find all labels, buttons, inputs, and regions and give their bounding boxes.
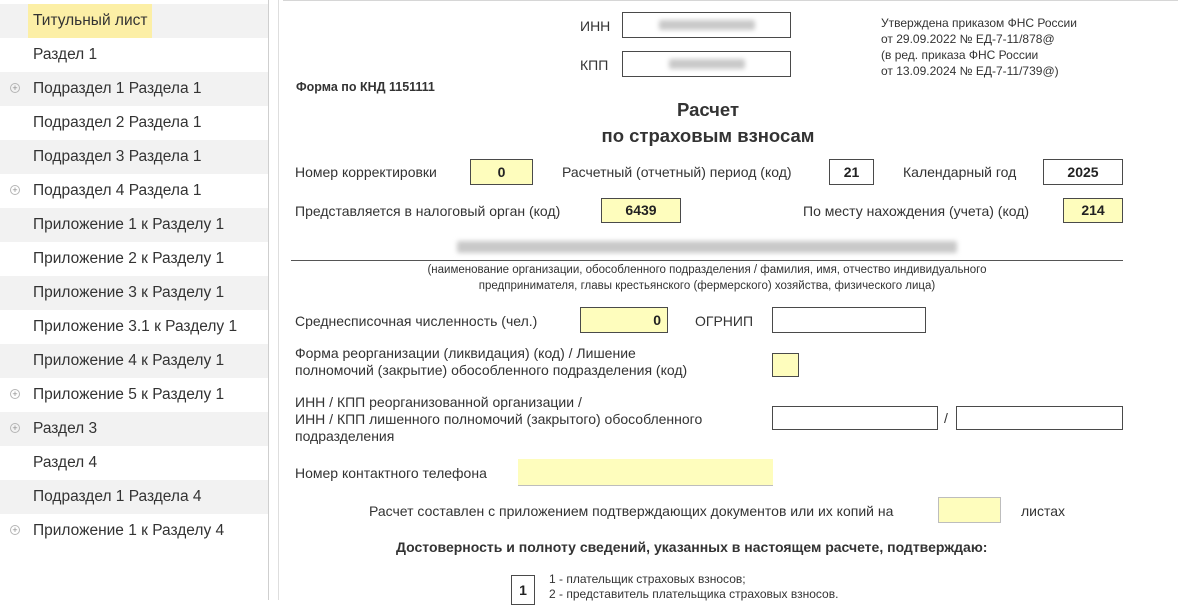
sidebar-splitter[interactable] (278, 0, 279, 600)
sidebar-item-label: Подраздел 1 Раздела 1 (33, 80, 202, 97)
sidebar-item-label: Приложение 4 к Разделу 1 (33, 352, 225, 369)
reorg-slash: / (944, 410, 948, 426)
approval-note (881, 15, 1077, 79)
location-label: По месту нахождения (учета) (код) (803, 203, 1030, 219)
sidebar-item-label: Подраздел 4 Раздела 1 (33, 182, 202, 199)
inn-redacted (659, 20, 755, 30)
sidebar-item-label: Приложение 2 к Разделу 1 (33, 250, 225, 267)
approval-line2: от 29.09.2022 № ЕД-7-11/878@ (881, 32, 1055, 46)
approval-line3: (в ред. приказа ФНС России (881, 48, 1039, 62)
sidebar-item[interactable] (0, 174, 268, 208)
sidebar-item-label: Приложение 5 к Разделу 1 (33, 386, 225, 403)
reorg-inn-label (295, 394, 702, 445)
reorg-label-line1: Форма реорганизации (ликвидация) (код) / Лишение (295, 345, 636, 361)
reorg-inn-line1: ИНН / КПП реорганизованной организации / (295, 394, 582, 410)
sidebar-item-label: Подраздел 3 Раздела 1 (33, 148, 202, 165)
period-label: Расчетный (отчетный) период (код) (562, 164, 792, 180)
tax-authority-field[interactable]: 6439 (601, 198, 681, 223)
correction-field[interactable]: 0 (470, 159, 533, 185)
reorg-inn-field[interactable] (772, 406, 938, 430)
org-caption-line1: (наименование организации, обособленного подразделения / фамилия, имя, отчество индивидуального (427, 264, 987, 276)
sidebar-divider (268, 0, 269, 600)
confirm-heading: Достоверность и полноту сведений, указанных в настоящем расчете, подтверждаю: (396, 539, 988, 555)
inn-field[interactable] (622, 12, 791, 38)
correction-label: Номер корректировки (295, 164, 437, 180)
sidebar-item-label: Подраздел 1 Раздела 4 (33, 488, 202, 505)
sidebar-item[interactable] (0, 276, 268, 310)
org-name-redacted (457, 241, 957, 253)
expand-icon[interactable]: + (10, 525, 20, 535)
sidebar-item-label: Титульный лист (28, 4, 152, 38)
sidebar-item[interactable] (0, 140, 268, 174)
sidebar-item[interactable] (0, 4, 268, 38)
headcount-label: Среднесписочная численность (чел.) (295, 313, 538, 329)
signer-option2: 2 - представитель плательщика страховых взносов. (549, 587, 839, 601)
sidebar-item[interactable] (0, 344, 268, 378)
sidebar-item-label: Раздел 3 (33, 420, 98, 437)
attachments-label: Расчет составлен с приложением подтверждающих документов или их копий на (369, 503, 894, 519)
signer-type-field[interactable]: 1 (511, 575, 535, 605)
period-field[interactable]: 21 (829, 159, 874, 185)
title-line2: по страховым взносам (601, 125, 815, 146)
reorg-kpp-field[interactable] (956, 406, 1123, 430)
attachments-field[interactable] (938, 497, 1001, 523)
sidebar-item[interactable] (0, 514, 268, 548)
headcount-field[interactable]: 0 (580, 307, 668, 333)
org-name-caption (291, 262, 1123, 294)
inn-label: ИНН (580, 18, 611, 34)
sidebar-item[interactable] (0, 38, 268, 72)
sidebar-item-label: Раздел 4 (33, 454, 98, 471)
sections-sidebar (0, 0, 268, 600)
sidebar-item[interactable] (0, 480, 268, 514)
ogrnip-label: ОГРНИП (695, 313, 754, 329)
sidebar-item-label: Приложение 3 к Разделу 1 (33, 284, 225, 301)
page-title (591, 97, 825, 149)
kpp-label: КПП (580, 57, 609, 73)
year-field[interactable]: 2025 (1043, 159, 1123, 185)
org-name-field[interactable] (291, 233, 1123, 261)
sidebar-item[interactable] (0, 208, 268, 242)
sidebar-item-label: Приложение 1 к Разделу 1 (33, 216, 225, 233)
expand-icon[interactable]: + (10, 389, 20, 399)
location-field[interactable]: 214 (1063, 198, 1123, 223)
reorg-inn-line2: ИНН / КПП лишенного полномочий (закрытого) обособленного (295, 411, 703, 427)
expand-icon[interactable]: + (10, 83, 20, 93)
reorg-label (295, 345, 687, 379)
form-code: Форма по КНД 1151111 (296, 80, 435, 94)
tax-authority-label: Представляется в налоговый орган (код) (295, 203, 561, 219)
sidebar-item[interactable] (0, 106, 268, 140)
expand-icon[interactable]: + (10, 185, 20, 195)
attachments-suffix: листах (1021, 503, 1066, 519)
phone-field[interactable] (518, 459, 773, 486)
reorg-code-field[interactable] (772, 353, 799, 377)
sidebar-item[interactable] (0, 378, 268, 412)
sidebar-item[interactable] (0, 446, 268, 480)
phone-label: Номер контактного телефона (295, 465, 487, 481)
reorg-inn-line3: подразделения (295, 428, 395, 444)
kpp-redacted (669, 59, 745, 69)
sidebar-item[interactable] (0, 242, 268, 276)
ogrnip-field[interactable] (772, 307, 926, 333)
approval-line4: от 13.09.2024 № ЕД-7-11/739@) (881, 64, 1059, 78)
sidebar-item-label: Приложение 1 к Разделу 4 (33, 522, 225, 539)
approval-line1: Утверждена приказом ФНС России (881, 16, 1077, 30)
signer-options (549, 572, 838, 602)
sidebar-item-label: Приложение 3.1 к Разделу 1 (33, 318, 238, 335)
sidebar-item[interactable] (0, 310, 268, 344)
sidebar-item-label: Подраздел 2 Раздела 1 (33, 114, 202, 131)
kpp-field[interactable] (622, 51, 791, 77)
signer-option1: 1 - плательщик страховых взносов; (549, 572, 746, 586)
sidebar-item[interactable] (0, 412, 268, 446)
year-label: Календарный год (903, 164, 1017, 180)
org-caption-line2: предпринимателя, главы крестьянского (фермерского) хозяйства, физического лица) (478, 280, 936, 292)
reorg-label-line2: полномочий (закрытие) обособленного подразделения (код) (295, 362, 688, 378)
form-document (283, 0, 1178, 601)
title-line1: Расчет (676, 99, 740, 120)
expand-icon[interactable]: + (10, 423, 20, 433)
sidebar-item[interactable] (0, 72, 268, 106)
sidebar-item-label: Раздел 1 (33, 46, 98, 63)
